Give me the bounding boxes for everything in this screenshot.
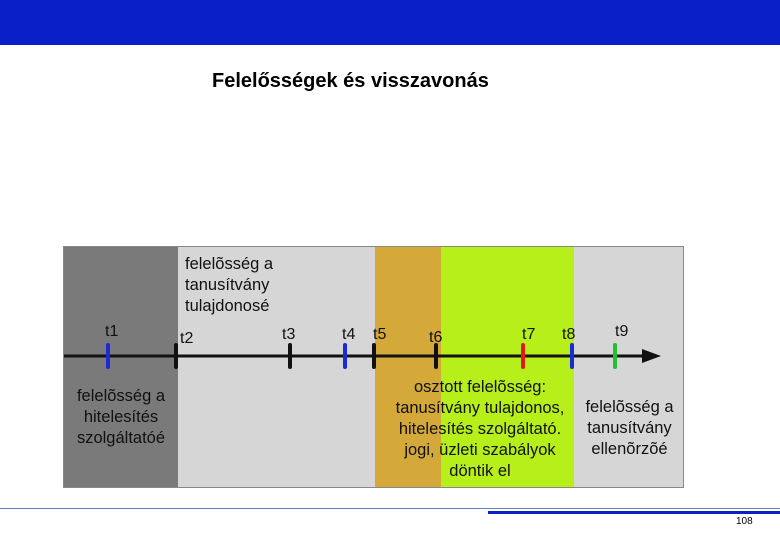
timeline-svg — [64, 247, 684, 488]
verifier-label-line: felelõsség a — [585, 398, 674, 416]
tick-label-t3: t3 — [282, 326, 296, 343]
footer-rule — [0, 508, 780, 509]
verifier-label-line: ellenõrzõé — [591, 440, 668, 458]
owner-label-line: felelõsség a — [185, 255, 274, 273]
shared-label-line: osztott felelõsség: — [413, 378, 547, 396]
timeline-diagram — [63, 246, 684, 488]
page-title: Felelősségek és visszavonás — [212, 70, 489, 92]
tick-label-t5: t5 — [373, 326, 387, 343]
tick-label-t6: t6 — [429, 329, 443, 346]
shared-label-line: tanusítvány tulajdonos, — [395, 399, 565, 417]
tick-label-t8: t8 — [562, 326, 576, 343]
tick-label-t9: t9 — [615, 323, 629, 340]
ca-label-line: hitelesítés — [83, 408, 159, 426]
tick-label-t7: t7 — [522, 326, 536, 343]
ca-label-line: felelõsség a — [76, 387, 166, 405]
footer-accent-rule — [488, 511, 780, 514]
shared-label-line: jogi, üzleti szabályok — [404, 441, 556, 459]
shared-label-line: hitelesítés szolgáltató. — [398, 420, 562, 438]
tick-label-t1: t1 — [105, 323, 119, 340]
shared-label-line: döntik el — [449, 462, 511, 480]
header-bar — [0, 0, 780, 45]
ca-label-line: szolgáltatóé — [76, 429, 166, 447]
timeline-arrowhead — [642, 349, 661, 363]
tick-label-t2: t2 — [180, 330, 194, 347]
verifier-label-line: tanusítvány — [587, 419, 672, 437]
owner-label-line: tulajdonosé — [185, 297, 270, 315]
page-number: 108 — [736, 516, 753, 527]
owner-label-line: tanusítvány — [185, 276, 270, 294]
tick-label-t4: t4 — [342, 326, 356, 343]
